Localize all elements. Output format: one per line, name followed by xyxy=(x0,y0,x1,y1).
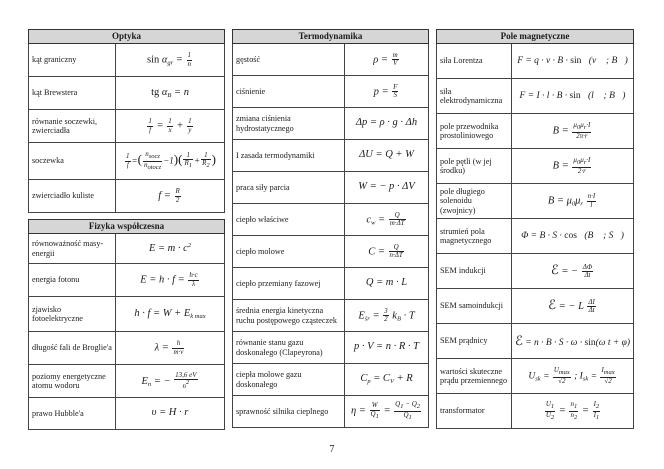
table-row-label: ciśnienie xyxy=(233,76,345,108)
table-row-label: długość fali de Broglie'a xyxy=(29,332,116,365)
table-row-label: pole pętli (w jej środku) xyxy=(437,149,512,184)
table-row-label: równoważność masy-energii xyxy=(29,234,116,264)
table-row-label: soczewka xyxy=(29,143,116,180)
formula-pressure: p = $\frac{F}{S}$ xyxy=(345,76,429,108)
table-row-label: równanie soczewki, zwierciadła xyxy=(29,110,116,143)
optics-title: Optyka xyxy=(29,30,225,44)
formula-photoelectric: $h \cdot f = W + E_{k max}$ xyxy=(116,297,225,332)
formula-molar-heat: C = $\frac{Q}{n\cdot\Delta T}$ xyxy=(345,236,429,268)
table-row-label: siła Lorentza xyxy=(437,44,512,79)
table-row-label: I zasada termodynamiki xyxy=(233,140,345,172)
table-row-label: równanie stanu gazu doskonałego (Clapeyrona) xyxy=(233,332,345,364)
table-row-label: SEM prądnicy xyxy=(437,324,512,359)
formula-self-induction: ℰ = − L $\frac{\Delta I}{\Delta t}$ xyxy=(512,289,634,324)
formula-de-broglie: λ = $\frac{h}{m\cdot v}$ xyxy=(116,332,225,365)
table-row-label: ciepło przemiany fazowej xyxy=(233,268,345,300)
table-row-label: średnia energia kinetyczna ruchu postępowego cząsteczek xyxy=(233,300,345,332)
modern-physics-title: Fizyka współczesna xyxy=(29,220,225,234)
formula-clapeyron: p · V = n · R · T xyxy=(345,332,429,364)
formula-lensmaker: $\frac{1}{f}$ =( $\frac{n_{socz}}{n_{otocz}}$ −1)( $\frac{1}{R_1}$ + $\frac{1}{R_2}$ ) xyxy=(116,143,225,180)
table-row-label: gęstość xyxy=(233,44,345,76)
formula-latent-heat: Q = m · L xyxy=(345,268,429,300)
table-row-label: transformator xyxy=(437,394,512,429)
table-row-label: wartości skuteczne prądu przemiennego xyxy=(437,359,512,394)
formula-photon-energy: E = h · f = $\frac{h\cdot c}{\lambda}$ xyxy=(116,264,225,297)
table-row-label: zjawisko fotoelektryczne xyxy=(29,297,116,332)
formula-efficiency: η = $\frac{W}{Q_1}$ = $\frac{Q_1 - Q_2}{Q_1}$ xyxy=(345,396,429,428)
formula-transformer: $\frac{U_1}{U_2}$ = $\frac{n_1}{n_2}$ = $\frac{I_2}{I_1}$ xyxy=(512,394,634,429)
formula-mass-energy: $E = m \cdot c^2$ xyxy=(116,234,225,264)
table-row-label: strumień pola magnetycznego xyxy=(437,219,512,254)
formula-straight-wire: B = $\frac{\mu_0\mu_r\cdot I}{2\pi\cdot r}$ xyxy=(512,114,634,149)
optics-table xyxy=(28,29,225,213)
formula-density: ρ = $\frac{m}{V}$ xyxy=(345,44,429,76)
formula-specific-heat: $c_w$ = $\frac{Q}{m\cdot\Delta T}$ xyxy=(345,204,429,236)
formula-first-law: ΔU = Q + W xyxy=(345,140,429,172)
magnetic-field-table xyxy=(436,29,634,429)
table-row-label: ciepła molowe gazu doskonałego xyxy=(233,364,345,396)
table-row-label: sprawność silnika cieplnego xyxy=(233,396,345,428)
table-row-label: siła elektrodynamiczna xyxy=(437,79,512,114)
formula-molar-heats-gas: $C_p = C_V + R$ xyxy=(345,364,429,396)
table-row-label: ciepło właściwe xyxy=(233,204,345,236)
formula-loop: B = $\frac{\mu_0\mu_r\cdot I}{2\cdot r}$ xyxy=(512,149,634,184)
table-row-label: pole długiego solenoidu (zwojnicy) xyxy=(437,184,512,219)
formula-spherical-mirror: f = $\frac{R}{2}$ xyxy=(116,180,225,213)
page-number: 7 xyxy=(329,444,335,455)
formula-rms-values: $U_{sk}$ = $\frac{U_{max}}{√2}$ ; $I_{sk}$ = $\frac{I_{max}}{√2}$ xyxy=(512,359,634,394)
formula-solenoid: $B = \mu_0\mu_r$ $\frac{n\cdot I}{l}$ xyxy=(512,184,634,219)
formula-critical-angle: $\sin \alpha_{gr}$ = $\frac{1}{n}$ xyxy=(116,44,225,77)
formula-induced-emf: ℰ = − $\frac{\Delta\Phi}{\Delta t}$ xyxy=(512,254,634,289)
thermodynamics-title: Termodynamika xyxy=(233,30,429,44)
modern-physics-table xyxy=(28,219,225,430)
formula-hydrogen-levels: $E_n$ = − $\frac{13,6 eV}{n^2}$ xyxy=(116,365,225,398)
formula-kinetic-energy: $E_{śr}$ = $\frac{3}{2}$ $k_B \cdot T$ xyxy=(345,300,429,332)
table-row-label: poziomy energetyczne atomu wodoru xyxy=(29,365,116,398)
table-row-label: zwierciadło kuliste xyxy=(29,180,116,213)
table-row-label: kąt Brewstera xyxy=(29,77,116,110)
table-row-label: SEM samoindukcji xyxy=(437,289,512,324)
formula-electrodynamic: F = I · l · B · sin∢(l⃗ ; B⃗) xyxy=(512,79,634,114)
formula-hubble: υ = H · r xyxy=(116,398,225,430)
formula-brewster: tg $\alpha_B = n$ xyxy=(116,77,225,110)
table-row-label: prawo Hubble'a xyxy=(29,398,116,430)
formula-generator-emf: ℰ = n · B · S · ω · sin(ω t + φ) xyxy=(512,324,634,359)
formula-lens-equation: $\frac{1}{f}$ = $\frac{1}{x}$ + $\frac{1}{y}$ xyxy=(116,110,225,143)
table-row-label: energia fotonu xyxy=(29,264,116,297)
formula-magnetic-flux: Φ = B · S · cos∢(B⃗ ; S⃗) xyxy=(512,219,634,254)
table-row-label: pole przewodnika prostoliniowego xyxy=(437,114,512,149)
table-row-label: SEM indukcji xyxy=(437,254,512,289)
table-row-label: kąt graniczny xyxy=(29,44,116,77)
formula-lorentz: F = q · v · B · sin∢(v⃗ ; B⃗) xyxy=(512,44,634,79)
thermodynamics-table xyxy=(232,29,429,428)
table-row-label: ciepło molowe xyxy=(233,236,345,268)
table-row-label: praca siły parcia xyxy=(233,172,345,204)
formula-hydrostatic: Δp = ρ · g · Δh xyxy=(345,108,429,140)
table-row-label: zmiana ciśnienia hydrostatycznego xyxy=(233,108,345,140)
magnetic-field-title: Pole magnetyczne xyxy=(437,30,634,44)
formula-pressure-work: W = − p · ΔV xyxy=(345,172,429,204)
